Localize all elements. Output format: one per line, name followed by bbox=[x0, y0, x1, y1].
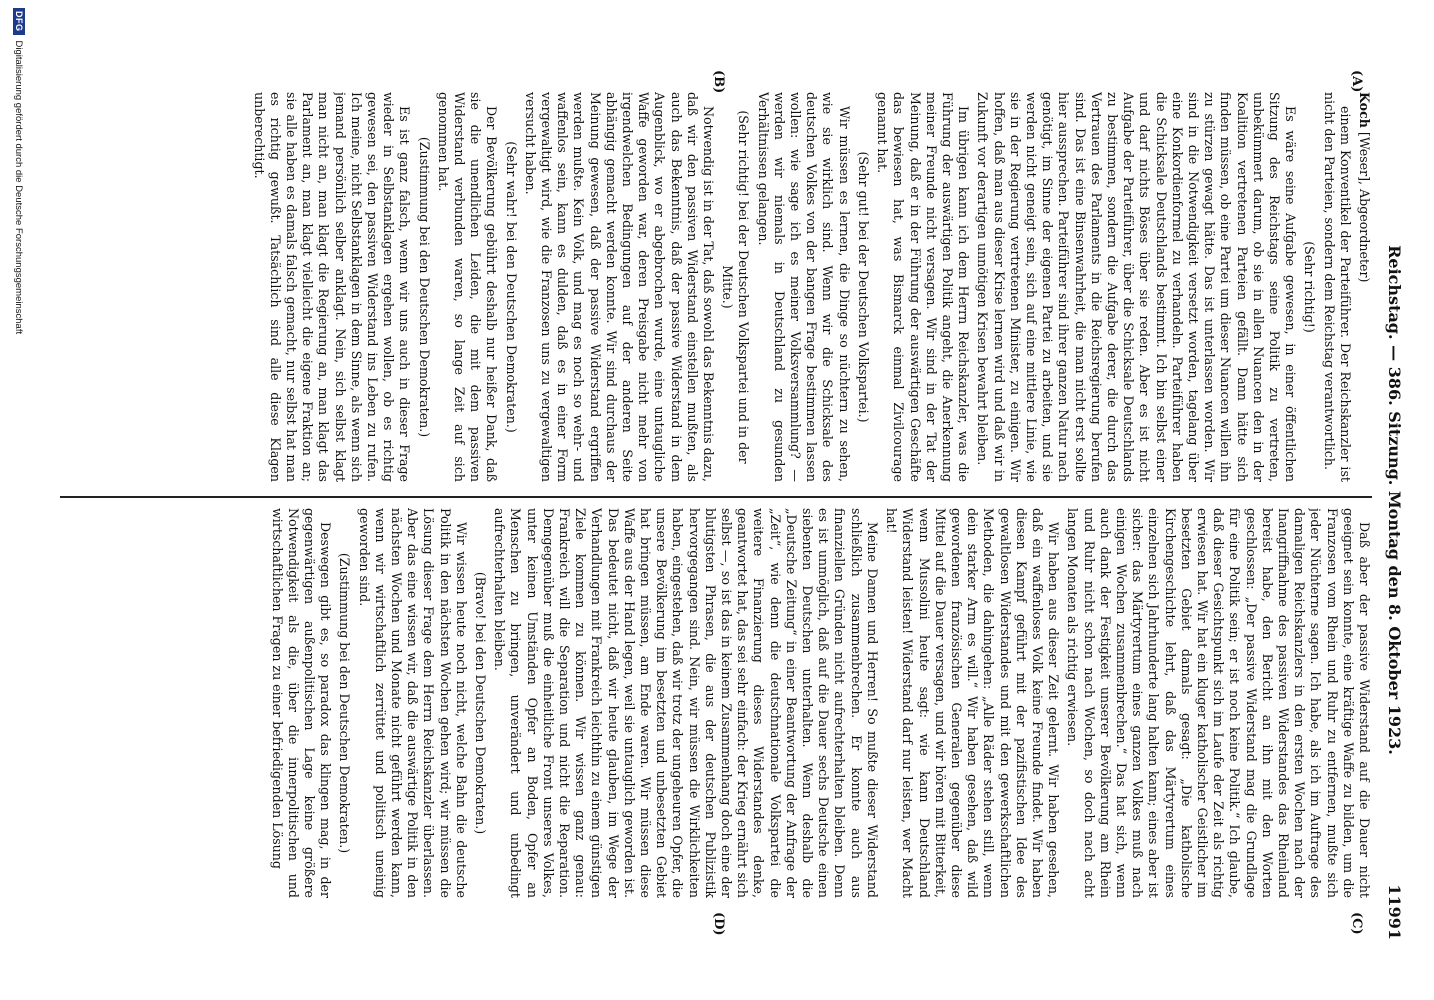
interjection: (Zustimmung bei den Deutschen Demokraten.) bbox=[337, 552, 353, 854]
page-header bbox=[1378, 60, 1404, 940]
interjection: (Sehr wahr! bei den Deutschen Demokraten.) bbox=[503, 141, 519, 433]
left-column bbox=[60, 92, 1372, 482]
paragraph: Meine Damen und Herren! So mußte dieser Widerstand schließlich zusammenbrechen. Er konnte auch aus finanziellen Gründen nicht aufrechterhalten bleiben. Denn es ist unmöglich, daß auf die Dauer sechs Deutsche einen siebenten Deutschen unterhalten. Wenn deshalb die „Deutsche Zeitung“ in einer Beantwortung der Anfrage der „Zeit“, wie denn die deutschnationale Volkspartei die weitere Finanzierung dieses Widerstandes denke, geantwortet hat, das sei sehr einfach: der Krieg ernährt sich selbst —, so ist das in keinem Zusammenhang doch eine der blutigsten Phrasen, die aus der deutschen Publizistik hervorgegangen sind. Nein, wir müssen die Wirklichkeiten haben, eingestehen, daß wir trotz der ungeheuren Opfer, die unsere Bevölkerung im besetzten und unbesetzten Gebiet hat bringen müssen, am Ende waren. Wir müssen diese Waffe aus der Hand legen, weil sie untauglich geworden ist. Das bedeutet nicht, daß wir heute glauben, im Wege der Verhandlungen mit Frankreich leichthin zu einem günstigen Ziele kommen zu können. Wir wissen ganz genau: Frankreich will die Separation und nicht die Reparation. Demgegenüber muß die einheitliche Front unseres Volkes, unter keinen Umständen Opfer an Boden, Opfer an Menschen zu bringen, unverändert und unbedingt aufrechterhalten bleiben. bbox=[492, 508, 880, 898]
paragraph: Wir wissen heute noch nicht, welche Bahn die deutsche Politik in den nächsten Wochen gehen wird; wir müssen die Lösung dieser Frage dem Herrn Reichskanzler überlassen. Aber das eine wissen wir, daß die auswärtige Politik in den nächsten Wochen und Monate nicht geführt werden kann, wenn wir wirtschaftlich zerrüttet und politisch uneinig geworden sind. bbox=[356, 508, 469, 898]
paragraph: Wir müssen es lernen, die Dinge so nüchtern zu sehen, wie sie wirklich sind. Wenn wir die Schicksale des deutschen Volkes von der bangen Frage bestimmen lassen wollen: wie sage ich es meiner Volksversammlung? — werden wir niemals in Deutschland zu gesunden Verhältnissen gelangen. bbox=[755, 92, 852, 482]
paragraph: Notwendig ist in der Tat, daß sowohl das Bekenntnis dazu, daß wir den passiven Widerstand einstellen mußten, als auch das Bekenntnis, daß der passive Widerstand in dem Augenblick, wo er abgebrochen wurde, eine untaugliche Waffe geworden war, deren Preisgabe nicht mehr von irgendwelchen Bedingungen auf der anderen Seite abhängig gemacht werden konnte. Wir sind durchaus der Meinung gewesen, daß der passive Widerstand ergriffen werden mußte. Kein Volk, und mag es noch so wehr- und waffenlos sein, kann es dulden, daß es in einer Form vergewaltigt wird, wie die Franzosen uns zu vergewaltigen versucht haben. bbox=[522, 92, 717, 482]
dfg-logo: DFG bbox=[13, 8, 25, 35]
paragraph: Daß aber der passive Widerstand auf die Dauer nicht geeignet sein konnte, eine kräftige Waffe zu bilden, um die Franzosen vom Rhein und Ruhr zu entfernen, mußte sich jeder Nüchterne sagen. Ich habe, als ich im Auftrage des damaligen Reichskanzlers in den ersten Wochen nach der Inangriffnahme des passiven Widerstandes das Rheinland bereist habe, den Bericht an ihn mit den Worten geschlossen: „Der passive Widerstand mag die Grundlage für eine Politik sein; er ist noch keine Politik.“ Ich glaube, daß dieser Gesichtspunkt sich im Laufe der Zeit als richtig erwiesen hat. Wir hat ein kluger katholischer Geistlicher im besetzten Gebiet damals gesagt: „Die katholische Kirchengeschichte lehrt, daß das Märtyrertum eines einzelnen sich Jahrhunderte lang halten kann; eines aber ist sicher: das Märtyrertum eines ganzen Volkes muß nach einigen Wochen zusammenbrechen.“ Das hat sich, wenn auch dank der Festigkeit unserer Bevölkerung am Rhein und Ruhr nicht schon nach Wochen, so doch nach acht langen Monaten als richtig erwiesen. bbox=[1065, 508, 1372, 898]
paragraph: Wir haben aus dieser Zeit gelernt. Wir haben gesehen, daß ein waffenloses Volk keine Freunde findet. Wir haben diesen Kampf geführt mit der pazifistischen Idee des gewaltlosen Widerstandes und mit den gewerkschaftlichen Methoden, die dahingehen: „Alle Räder stehen still, wenn dein starker Arm es will.“ Wir haben gesehen, daß wild gewordenen französischen Generalen gegenüber diese Mittel auf die Dauer versagen, und wir hören mit Bitterkeit, wenn Mussolini heute sagt: wie kann Deutschland Widerstand leisten! Widerstand darf nur leisten, wer Macht hat! bbox=[884, 508, 1062, 898]
paragraph: Der Bevölkerung gebührt deshalb nur heißer Dank, daß sie die unendlichen Leiden, die mit dem passiven Widerstand verbunden waren, so lange Zeit auf sich genommen hat. bbox=[435, 92, 500, 482]
interjection: (Bravo! bei den Deutschen Demokraten.) bbox=[473, 571, 489, 835]
right-column bbox=[60, 508, 1372, 898]
column-divider bbox=[60, 496, 1372, 498]
interjection: (Sehr richtig!) bbox=[1302, 241, 1318, 333]
paragraph: Im übrigen kann ich dem Herrn Reichskanzler, was die Führung der auswärtigen Politik angeht, die Anerkennung meiner Freunde nicht versagen. Wir sind in der Tat der Meinung, daß er in der Führung der auswärtigen Geschäfte das bewiesen hat, was Bismarck einmal Zivilcourage genannt hat. bbox=[875, 92, 972, 482]
page-footer bbox=[10, 8, 28, 992]
margin-marker-d: (D) bbox=[711, 912, 726, 936]
paragraph: Es wäre seine Aufgabe gewesen, in einer öffentlichen Sitzung des Reichstags seine Politik zu vertreten, unbekümmert darum, ob sie in allen Nuancen den in der Koalition vertretenen Parteien gefällt. Dann hätte sich finden müssen, ob eine Partei um dieser Nuancen willen ihn zu stürzen gewagt hätte. Das ist unterlassen worden. Wir sind in die Notwendigkeit versetzt worden, tagelang über eine Konkordienformel zu verhandeln. Parteiführer haben die Schicksale Deutschlands bestimmt. Ich bin selbst einer und darf nichts Böses über sie reden. Aber es ist nicht Aufgabe der Parteiführer, über die Schicksale Deutschlands zu bestimmen, sondern die Aufgabe derer, die durch das Vertrauen des Parlaments in die Reichsregierung berufen sind. Das ist eine Binsenwahrheit, die man nicht erst sollte hier aussprechen. Parteiführer sind ihrer ganzen Natur nach genötigt, im Sinne der eigenen Partei zu arbeiten, und sie werden nicht geneigt sein, sich auf eine mittlere Linie, wie sie in der Regierung vertretenen Minister, zu einigen. Wir hoffen, daß man aus dieser Krise lernen wird und daß wir in Zukunft vor derartigen unnötigen Krisen bewahrt bleiben. bbox=[975, 92, 1299, 482]
speaker-affiliation: [Weser], Abgeordneter) bbox=[1357, 127, 1372, 283]
page-title: Reichstag. — 386. Sitzung. Montag den 8. Oktober 1923. bbox=[1385, 245, 1404, 755]
paragraph: Deswegen gibt es, so paradox das klingen mag, in der gegenwärtigen außenpolitischen Lage keine größere Notwendigkeit als die, über die innerpolitischen und wirtschaftlichen Fragen zu einer befriedigenden Lösung bbox=[269, 508, 334, 898]
digitization-credit: Digitalisierung gefördert durch die Deutsche Forschungsgemeinschaft bbox=[13, 40, 25, 335]
margin-marker-c: (C) bbox=[1349, 912, 1364, 935]
paragraph: einem Konventikel der Parteiführer. Der Reichskanzler ist nicht den Parteien, sondern dem Reichstag verantwortlich. bbox=[1321, 92, 1353, 482]
paragraph: Es ist ganz falsch, wenn wir uns auch in dieser Frage wieder in Selbstanklagen ergehen wollen, ob es richtig gewesen sei, den passiven Widerstand ins Leben zu rufen. Ich meine, nicht Selbstanklagen in dem Sinne, als wenn sich jemand persönlich selber anklagt. Nein, sich selbst klagt man nicht an, man klagt die Regierung an, man klagt das Parlament an, man klagt vielleicht die eigene Fraktion an; sie alle haben es damals falsch gemacht, nur selbst hat man es richtig gewußt. Tatsächlich sind alle diese Klagen unberechtigt. bbox=[251, 92, 413, 482]
interjection: (Sehr gut! bei der Deutschen Volkspartei.) bbox=[855, 151, 871, 423]
page-number: 11991 bbox=[1385, 884, 1404, 940]
interjection: (Zustimmung bei den Deutschen Demokraten.) bbox=[416, 136, 432, 438]
speaker-line bbox=[1356, 92, 1372, 482]
interjection: (Sehr richtig! bei der Deutschen Volkspartei und in der Mitte.) bbox=[720, 110, 752, 464]
speaker-name: Koch bbox=[1357, 92, 1372, 128]
margin-marker-b: (B) bbox=[711, 70, 726, 94]
margin-marker-a: (A) bbox=[1349, 70, 1364, 93]
